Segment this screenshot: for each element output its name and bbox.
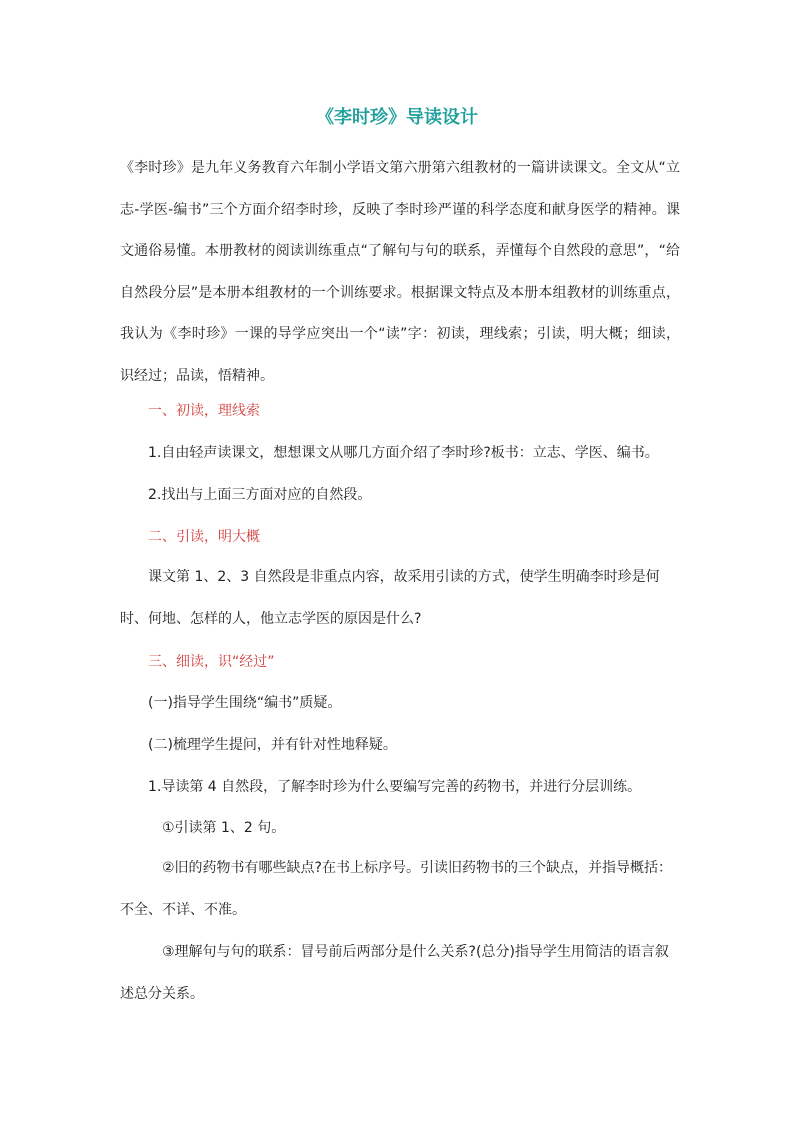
section-3-clause-1: ①引读第 1、2 句。 bbox=[162, 820, 286, 836]
document-title: 《李时珍》导读设计 bbox=[316, 107, 478, 128]
section-3-sub-2: (二)梳理学生提问，并有针对性地释疑。 bbox=[148, 737, 397, 753]
section-2-paragraph: 课文第 1、2、3 自然段是非重点内容，故采用引读的方式，使学生明确李时珍是何时、何地、怎样的人，他立志学医的原因是什么? bbox=[120, 569, 660, 627]
intro-paragraph: 《李时珍》是九年义务教育六年制小学语文第六册第六组教材的一篇讲读课文。全文从“立志-学医-编书”三个方面介绍李时珍，反映了李时珍严谨的科学态度和献身医学的精神。课文通俗易懂。本册教材的阅读训练重点“了解句与句的联系，弄懂每个自然段的意思”，“给自然段分层”是本册本组教材的一个训练要求。根据课文特点及本册本组教材的训练重点，我认为《李时珍》一课的导学应突出一个“读”字：初读，理线索；引读，明大概；细读，识经过；品读，悟精神。 bbox=[120, 160, 680, 384]
section-3-item-1: 1.导读第 4 自然段，了解李时珍为什么要编写完善的药物书，并进行分层训练。 bbox=[148, 779, 642, 795]
section-1-item-1: 1.自由轻声读课文，想想课文从哪几方面介绍了李时珍?板书：立志、学医、编书。 bbox=[148, 445, 659, 461]
section-3-clause-3: ③理解句与句的联系：冒号前后两部分是什么关系?(总分)指导学生用简洁的语言叙述总分关系。 bbox=[120, 944, 669, 1002]
section-3-heading: 三、细读，识“经过” bbox=[148, 654, 275, 670]
section-3-sub-1: (一)指导学生围绕“编书”质疑。 bbox=[148, 695, 342, 711]
section-1-item-2: 2.找出与上面三方面对应的自然段。 bbox=[148, 487, 372, 503]
section-3-clause-2: ②旧的药物书有哪些缺点?在书上标序号。引读旧药物书的三个缺点，并指导概括：不全、不详、不准。 bbox=[120, 860, 672, 918]
section-2-heading: 二、引读，明大概 bbox=[148, 529, 260, 545]
section-1-heading: 一、初读，理线索 bbox=[148, 403, 260, 419]
